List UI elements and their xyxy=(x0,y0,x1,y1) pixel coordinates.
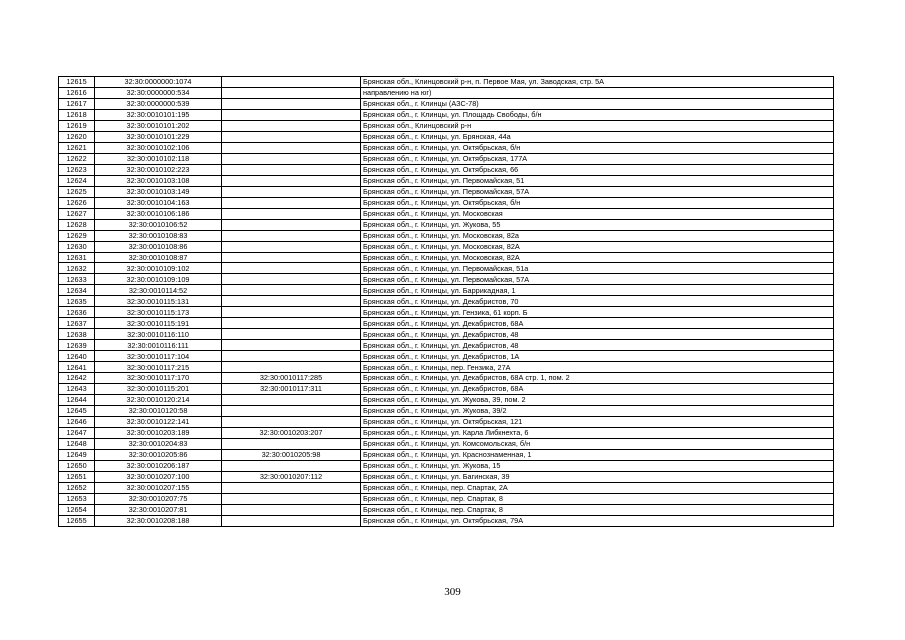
row-number-cell: 12641 xyxy=(59,362,95,373)
linked-cadastral-cell xyxy=(222,274,361,285)
table-row xyxy=(59,153,834,164)
cadastral-number-cell: 32:30:0010103:149 xyxy=(95,186,222,197)
address-cell: Брянская обл., г. Клинцы, ул. Краснознаменная, 1 xyxy=(361,449,834,460)
linked-cadastral-cell xyxy=(222,493,361,504)
address-cell: Брянская обл., г. Клинцы, ул. Жукова, 55 xyxy=(361,219,834,230)
cadastral-number-cell: 32:30:0000000:539 xyxy=(95,98,222,109)
cadastral-number-cell: 32:30:0010115:131 xyxy=(95,296,222,307)
linked-cadastral-cell xyxy=(222,131,361,142)
cadastral-number-cell: 32:30:0010109:109 xyxy=(95,274,222,285)
table-row xyxy=(59,460,834,471)
linked-cadastral-cell xyxy=(222,340,361,351)
row-number-cell: 12618 xyxy=(59,109,95,120)
address-cell: Брянская обл., г. Клинцы, ул. Декабристов, 68А xyxy=(361,384,834,395)
cadastral-number-cell: 32:30:0010116:111 xyxy=(95,340,222,351)
table-row xyxy=(59,351,834,362)
table-row xyxy=(59,164,834,175)
address-cell: Брянская обл., г. Клинцы, ул. Московская xyxy=(361,208,834,219)
row-number-cell: 12626 xyxy=(59,197,95,208)
linked-cadastral-cell xyxy=(222,252,361,263)
cadastral-number-cell: 32:30:0010115:201 xyxy=(95,384,222,395)
cadastral-number-cell: 32:30:0010108:86 xyxy=(95,241,222,252)
address-cell: Брянская обл., г. Клинцы, ул. Московская, 82А xyxy=(361,241,834,252)
address-cell: Брянская обл., г. Клинцы, ул. Комсомольская, б/н xyxy=(361,438,834,449)
linked-cadastral-cell xyxy=(222,197,361,208)
address-cell: Брянская обл., г. Клинцы, ул. Московская, 82А xyxy=(361,252,834,263)
row-number-cell: 12651 xyxy=(59,471,95,482)
address-cell: Брянская обл., г. Клинцы, ул. Декабристов, 1А xyxy=(361,351,834,362)
linked-cadastral-cell xyxy=(222,98,361,109)
cadastral-number-cell: 32:30:0000000:534 xyxy=(95,87,222,98)
cadastral-number-cell: 32:30:0010208:188 xyxy=(95,515,222,526)
table-row xyxy=(59,186,834,197)
linked-cadastral-cell xyxy=(222,142,361,153)
address-cell: Брянская обл., г. Клинцы, ул. Багинская, 39 xyxy=(361,471,834,482)
linked-cadastral-cell xyxy=(222,417,361,428)
row-number-cell: 12615 xyxy=(59,77,95,88)
table-row xyxy=(59,285,834,296)
address-cell: Брянская обл., г. Клинцы, ул. Декабристов, 68А стр. 1, пом. 2 xyxy=(361,373,834,384)
row-number-cell: 12632 xyxy=(59,263,95,274)
address-cell: Брянская обл., г. Клинцы, ул. Октябрьская, 79А xyxy=(361,515,834,526)
cadastral-number-cell: 32:30:0010106:186 xyxy=(95,208,222,219)
address-cell: Брянская обл., г. Клинцы, ул. Карла Либкнехта, 6 xyxy=(361,428,834,439)
table-row xyxy=(59,395,834,406)
cadastral-number-cell: 32:30:0010102:223 xyxy=(95,164,222,175)
cadastral-number-cell: 32:30:0010102:106 xyxy=(95,142,222,153)
linked-cadastral-cell xyxy=(222,395,361,406)
row-number-cell: 12644 xyxy=(59,395,95,406)
row-number-cell: 12653 xyxy=(59,493,95,504)
row-number-cell: 12649 xyxy=(59,449,95,460)
linked-cadastral-cell xyxy=(222,186,361,197)
row-number-cell: 12619 xyxy=(59,120,95,131)
address-cell: направлению на юг) xyxy=(361,87,834,98)
cadastral-number-cell: 32:30:0010122:141 xyxy=(95,417,222,428)
row-number-cell: 12622 xyxy=(59,153,95,164)
row-number-cell: 12647 xyxy=(59,428,95,439)
address-cell: Брянская обл., г. Клинцы, ул. Октябрьская, б/н xyxy=(361,197,834,208)
row-number-cell: 12629 xyxy=(59,230,95,241)
address-cell: Брянская обл., г. Клинцы, ул. Декабристов, 48 xyxy=(361,340,834,351)
table-row xyxy=(59,252,834,263)
linked-cadastral-cell xyxy=(222,153,361,164)
address-cell: Брянская обл., Клинцовский р-н, п. Первое Мая, ул. Заводская, стр. 5А xyxy=(361,77,834,88)
table-row xyxy=(59,175,834,186)
cadastral-number-cell: 32:30:0010108:83 xyxy=(95,230,222,241)
cadastral-number-cell: 32:30:0000000:1074 xyxy=(95,77,222,88)
row-number-cell: 12616 xyxy=(59,87,95,98)
address-cell: Брянская обл., г. Клинцы, ул. Декабристов, 70 xyxy=(361,296,834,307)
row-number-cell: 12631 xyxy=(59,252,95,263)
linked-cadastral-cell xyxy=(222,285,361,296)
cadastral-number-cell: 32:30:0010117:215 xyxy=(95,362,222,373)
address-cell: Брянская обл., г. Клинцы, ул. Декабристов, 68А xyxy=(361,318,834,329)
linked-cadastral-cell xyxy=(222,241,361,252)
linked-cadastral-cell xyxy=(222,406,361,417)
linked-cadastral-cell xyxy=(222,164,361,175)
linked-cadastral-cell xyxy=(222,87,361,98)
cadastral-number-cell: 32:30:0010108:87 xyxy=(95,252,222,263)
row-number-cell: 12624 xyxy=(59,175,95,186)
table-row xyxy=(59,318,834,329)
address-cell: Брянская обл., г. Клинцы, ул. Первомайская, 51 xyxy=(361,175,834,186)
cadastral-number-cell: 32:30:0010207:100 xyxy=(95,471,222,482)
table-row xyxy=(59,77,834,88)
table-row xyxy=(59,515,834,526)
row-number-cell: 12627 xyxy=(59,208,95,219)
cadastral-number-cell: 32:30:0010205:86 xyxy=(95,449,222,460)
cadastral-number-cell: 32:30:0010120:58 xyxy=(95,406,222,417)
table-body xyxy=(59,77,834,527)
row-number-cell: 12640 xyxy=(59,351,95,362)
row-number-cell: 12623 xyxy=(59,164,95,175)
linked-cadastral-cell xyxy=(222,482,361,493)
address-cell: Брянская обл., г. Клинцы, ул. Октябрьская, б/н xyxy=(361,142,834,153)
table-row xyxy=(59,219,834,230)
linked-cadastral-cell xyxy=(222,504,361,515)
address-cell: Брянская обл., г. Клинцы, ул. Московская, 82а xyxy=(361,230,834,241)
row-number-cell: 12637 xyxy=(59,318,95,329)
table-row xyxy=(59,504,834,515)
linked-cadastral-cell: 32:30:0010117:311 xyxy=(222,384,361,395)
table-row xyxy=(59,241,834,252)
address-cell: Брянская обл., г. Клинцы, ул. Жукова, 15 xyxy=(361,460,834,471)
address-cell: Брянская обл., г. Клинцы, ул. Первомайская, 51а xyxy=(361,263,834,274)
linked-cadastral-cell xyxy=(222,296,361,307)
address-cell: Брянская обл., г. Клинцы, пер. Спартак, 2А xyxy=(361,482,834,493)
row-number-cell: 12654 xyxy=(59,504,95,515)
cadastral-number-cell: 32:30:0010101:202 xyxy=(95,120,222,131)
table-row xyxy=(59,482,834,493)
linked-cadastral-cell: 32:30:0010205:98 xyxy=(222,449,361,460)
cadastral-number-cell: 32:30:0010116:110 xyxy=(95,329,222,340)
row-number-cell: 12630 xyxy=(59,241,95,252)
row-number-cell: 12638 xyxy=(59,329,95,340)
table-row xyxy=(59,142,834,153)
cadastral-number-cell: 32:30:0010104:163 xyxy=(95,197,222,208)
linked-cadastral-cell xyxy=(222,120,361,131)
linked-cadastral-cell xyxy=(222,109,361,120)
address-cell: Брянская обл., г. Клинцы, ул. Декабристов, 48 xyxy=(361,329,834,340)
linked-cadastral-cell xyxy=(222,362,361,373)
linked-cadastral-cell: 32:30:0010203:207 xyxy=(222,428,361,439)
table-row xyxy=(59,263,834,274)
table-row xyxy=(59,449,834,460)
row-number-cell: 12635 xyxy=(59,296,95,307)
row-number-cell: 12648 xyxy=(59,438,95,449)
table-row xyxy=(59,208,834,219)
linked-cadastral-cell: 32:30:0010117:285 xyxy=(222,373,361,384)
cadastral-number-cell: 32:30:0010206:187 xyxy=(95,460,222,471)
table-row xyxy=(59,373,834,384)
address-cell: Брянская обл., г. Клинцы, ул. Первомайская, 57А xyxy=(361,274,834,285)
table-row xyxy=(59,197,834,208)
table-row xyxy=(59,296,834,307)
address-cell: Брянская обл., г. Клинцы, ул. Октябрьская, 121 xyxy=(361,417,834,428)
address-cell: Брянская обл., г. Клинцы, пер. Гензика, 27А xyxy=(361,362,834,373)
address-cell: Брянская обл., г. Клинцы, ул. Баррикадная, 1 xyxy=(361,285,834,296)
address-cell: Брянская обл., г. Клинцы, ул. Площадь Свободы, б/н xyxy=(361,109,834,120)
linked-cadastral-cell xyxy=(222,219,361,230)
table-row xyxy=(59,230,834,241)
cadastral-number-cell: 32:30:0010102:118 xyxy=(95,153,222,164)
address-cell: Брянская обл., г. Клинцы, ул. Жукова, 39/2 xyxy=(361,406,834,417)
cadastral-number-cell: 32:30:0010204:83 xyxy=(95,438,222,449)
row-number-cell: 12650 xyxy=(59,460,95,471)
row-number-cell: 12655 xyxy=(59,515,95,526)
cadastral-number-cell: 32:30:0010207:81 xyxy=(95,504,222,515)
linked-cadastral-cell xyxy=(222,318,361,329)
row-number-cell: 12633 xyxy=(59,274,95,285)
linked-cadastral-cell xyxy=(222,175,361,186)
linked-cadastral-cell xyxy=(222,351,361,362)
address-cell: Брянская обл., г. Клинцы, ул. Жукова, 39, пом. 2 xyxy=(361,395,834,406)
table-row xyxy=(59,340,834,351)
address-cell: Брянская обл., г. Клинцы, ул. Брянская, 44а xyxy=(361,131,834,142)
cadastral-number-cell: 32:30:0010114:52 xyxy=(95,285,222,296)
cadastral-table xyxy=(58,76,834,527)
cadastral-number-cell: 32:30:0010115:173 xyxy=(95,307,222,318)
row-number-cell: 12620 xyxy=(59,131,95,142)
cadastral-number-cell: 32:30:0010103:108 xyxy=(95,175,222,186)
table-row xyxy=(59,417,834,428)
address-cell: Брянская обл., г. Клинцы (АЗС-78) xyxy=(361,98,834,109)
linked-cadastral-cell xyxy=(222,307,361,318)
linked-cadastral-cell xyxy=(222,208,361,219)
cadastral-number-cell: 32:30:0010203:189 xyxy=(95,428,222,439)
linked-cadastral-cell xyxy=(222,329,361,340)
address-cell: Брянская обл., г. Клинцы, пер. Спартак, 8 xyxy=(361,504,834,515)
linked-cadastral-cell xyxy=(222,77,361,88)
linked-cadastral-cell xyxy=(222,230,361,241)
cadastral-number-cell: 32:30:0010207:75 xyxy=(95,493,222,504)
address-cell: Брянская обл., Клинцовский р-н xyxy=(361,120,834,131)
row-number-cell: 12621 xyxy=(59,142,95,153)
row-number-cell: 12645 xyxy=(59,406,95,417)
address-cell: Брянская обл., г. Клинцы, ул. Октябрьская, 66 xyxy=(361,164,834,175)
row-number-cell: 12639 xyxy=(59,340,95,351)
table-row xyxy=(59,329,834,340)
table-row xyxy=(59,406,834,417)
table-row xyxy=(59,87,834,98)
row-number-cell: 12625 xyxy=(59,186,95,197)
table-row xyxy=(59,274,834,285)
row-number-cell: 12652 xyxy=(59,482,95,493)
cadastral-number-cell: 32:30:0010101:229 xyxy=(95,131,222,142)
table-row xyxy=(59,120,834,131)
cadastral-number-cell: 32:30:0010120:214 xyxy=(95,395,222,406)
table-row xyxy=(59,98,834,109)
cadastral-number-cell: 32:30:0010101:195 xyxy=(95,109,222,120)
row-number-cell: 12643 xyxy=(59,384,95,395)
cadastral-number-cell: 32:30:0010106:52 xyxy=(95,219,222,230)
table-row xyxy=(59,493,834,504)
cadastral-number-cell: 32:30:0010117:104 xyxy=(95,351,222,362)
page-number: 309 xyxy=(444,586,461,598)
row-number-cell: 12628 xyxy=(59,219,95,230)
linked-cadastral-cell xyxy=(222,515,361,526)
address-cell: Брянская обл., г. Клинцы, ул. Октябрьская, 177А xyxy=(361,153,834,164)
table-row xyxy=(59,109,834,120)
linked-cadastral-cell xyxy=(222,438,361,449)
linked-cadastral-cell xyxy=(222,460,361,471)
table-row xyxy=(59,428,834,439)
cadastral-number-cell: 32:30:0010109:102 xyxy=(95,263,222,274)
cadastral-number-cell: 32:30:0010115:191 xyxy=(95,318,222,329)
table-row xyxy=(59,438,834,449)
row-number-cell: 12646 xyxy=(59,417,95,428)
address-cell: Брянская обл., г. Клинцы, ул. Первомайская, 57А xyxy=(361,186,834,197)
cadastral-number-cell: 32:30:0010117:170 xyxy=(95,373,222,384)
address-cell: Брянская обл., г. Клинцы, ул. Гензика, 61 корп. Б xyxy=(361,307,834,318)
table-row xyxy=(59,471,834,482)
table-row xyxy=(59,131,834,142)
table-row xyxy=(59,362,834,373)
row-number-cell: 12634 xyxy=(59,285,95,296)
row-number-cell: 12636 xyxy=(59,307,95,318)
address-cell: Брянская обл., г. Клинцы, пер. Спартак, 8 xyxy=(361,493,834,504)
cadastral-number-cell: 32:30:0010207:155 xyxy=(95,482,222,493)
linked-cadastral-cell: 32:30:0010207:112 xyxy=(222,471,361,482)
row-number-cell: 12617 xyxy=(59,98,95,109)
table-row xyxy=(59,307,834,318)
table-row xyxy=(59,384,834,395)
row-number-cell: 12642 xyxy=(59,373,95,384)
linked-cadastral-cell xyxy=(222,263,361,274)
